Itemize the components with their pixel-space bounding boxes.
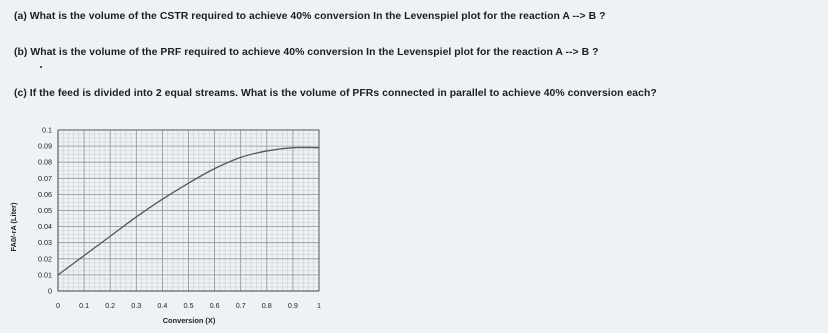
y-tick-label: 0.05 xyxy=(38,206,52,215)
y-tick-label: 0.08 xyxy=(38,157,52,167)
x-tick-labels xyxy=(56,301,321,310)
y-tick-label: 0 xyxy=(48,286,52,296)
x-tick-label: 0.9 xyxy=(287,301,298,310)
y-tick-label: 0.02 xyxy=(38,254,52,264)
y-axis-label: FA0/-rA (Liter) xyxy=(9,202,18,252)
x-tick-label: 0.1 xyxy=(79,301,90,310)
y-tick-label: 0.04 xyxy=(38,222,52,232)
y-tick-label: 0.07 xyxy=(38,173,52,183)
y-tick-label: 0.03 xyxy=(38,238,52,248)
x-tick-label: 0.7 xyxy=(235,301,246,310)
x-tick-label: 0.4 xyxy=(157,301,168,310)
y-tick-label: 0.09 xyxy=(38,141,52,151)
x-tick-label: 0.5 xyxy=(183,301,194,310)
x-tick-label: 0.3 xyxy=(131,301,142,310)
y-tick-label: 0.1 xyxy=(42,125,52,135)
chart-grid xyxy=(58,130,319,291)
x-tick-label: 0.2 xyxy=(105,301,116,310)
x-axis-label: Conversion (X) xyxy=(162,316,216,325)
y-tick-label: 0.01 xyxy=(38,270,52,280)
y-tick-label: 0.06 xyxy=(38,189,52,199)
question-b: (b) What is the volume of the PRF required to achieve 40% conversion In the Levenspiel plot for the reaction A --> B ? xyxy=(14,47,599,58)
x-tick-label: 0 xyxy=(56,301,60,310)
x-tick-label: 0.8 xyxy=(261,301,272,310)
question-a: (a) What is the volume of the CSTR required to achieve 40% conversion In the Levenspiel plot for the reaction A --> B ? xyxy=(14,11,606,22)
x-tick-label: 0.6 xyxy=(209,301,220,310)
question-c: (c) If the feed is divided into 2 equal streams. What is the volume of PFRs connected in parallel to achieve 40% conversion each? xyxy=(14,88,657,99)
y-tick-labels xyxy=(38,126,52,296)
x-tick-label: 1 xyxy=(317,301,321,310)
